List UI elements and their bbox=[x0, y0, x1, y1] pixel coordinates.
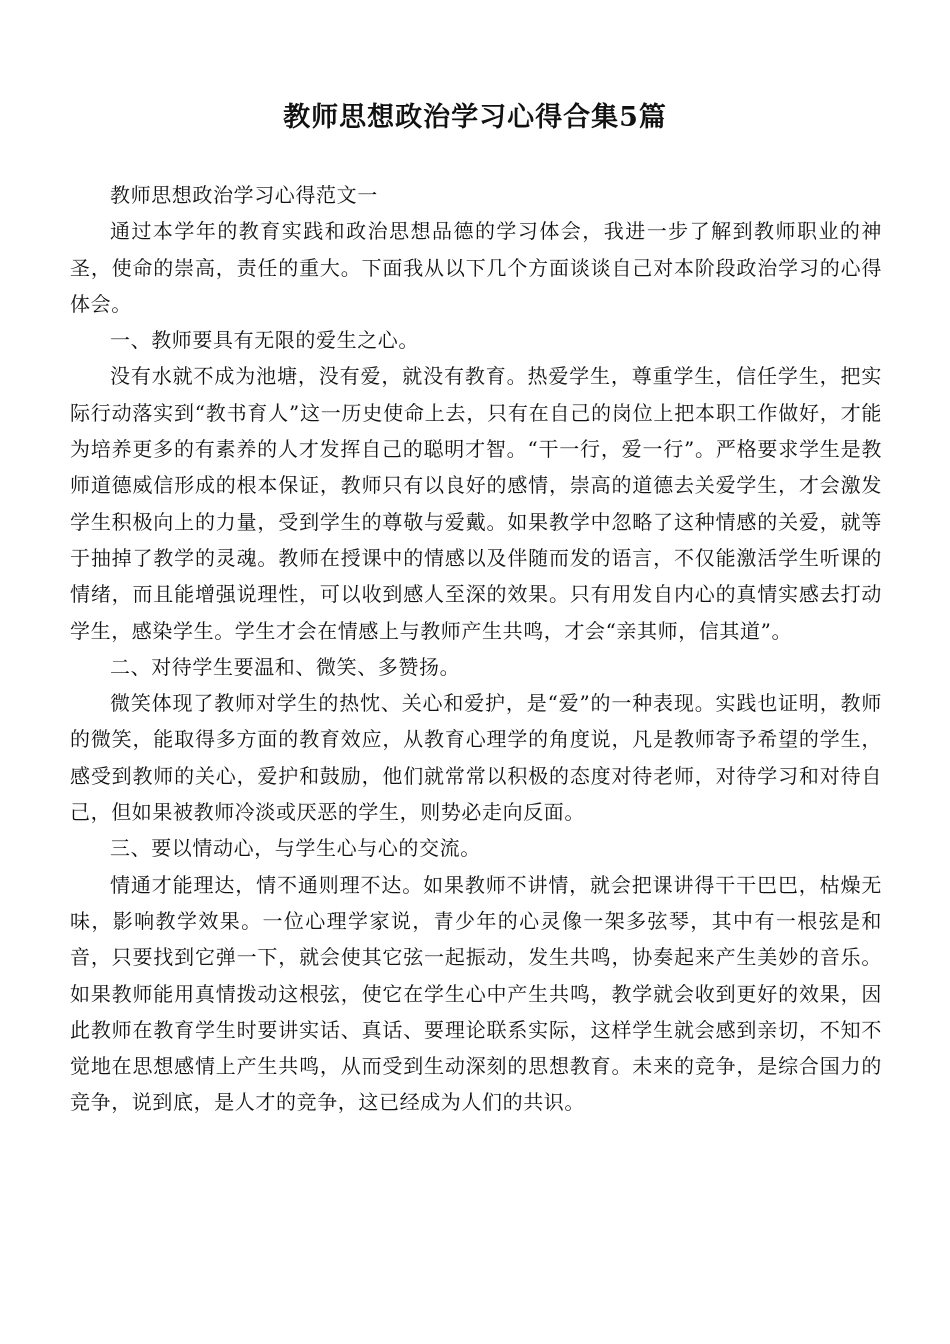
section-heading-two: 二、对待学生要温和、微笑、多赞扬。 bbox=[110, 654, 461, 679]
document-title: 教师思想政治学习心得合集5篇 bbox=[283, 102, 667, 133]
body-paragraph: 通过本学年的教育实践和政治思想品德的学习体会，我进一步了解到教师职业的神圣，使命的崇高，责任的重大。下面我从以下几个方面谈谈自己对本阶段政治学习的心得体会。 bbox=[70, 219, 882, 316]
body-paragraph: 没有水就不成为池塘，没有爱，就没有教育。热爱学生，尊重学生，信任学生，把实际行动落实到“教书育人”这一历史使命上去，只有在自己的岗位上把本职工作做好，才能为培养更多的有素养的人才发挥自己的聪明才智。“干一行，爱一行”。严格要求学生是教师道德威信形成的根本保证，教师只有以良好的感情，崇高的道德去关爱学生，才会激发学生积极向上的力量，受到学生的尊敬与爱戴。如果教学中忽略了这种情感的关爱，就等于抽掉了教学的灵魂。教师在授课中的情感以及伴随而发的语言，不仅能激活学生听课的情绪，而且能增强说理性，可以收到感人至深的效果。只有用发自内心的真情实感去打动学生，感染学生。学生才会在情感上与教师产生共鸣，才会“亲其师，信其道”。 bbox=[70, 364, 882, 643]
body-paragraph: 情通才能理达，情不通则理不达。如果教师不讲情，就会把课讲得干干巴巴，枯燥无味，影响教学效果。一位心理学家说，青少年的心灵像一架多弦琴，其中有一根弦是和音，只要找到它弹一下，就会使其它弦一起振动，发生共鸣，协奏起来产生美妙的音乐。如果教师能用真情拨动这根弦，使它在学生心中产生共鸣，教学就会收到更好的效果，因此教师在教育学生时要讲实话、真话、要理论联系实际，这样学生就会感到亲切，不知不觉地在思想感情上产生共鸣，从而受到生动深刻的思想教育。未来的竞争，是综合国力的竞争，说到底，是人才的竞争，这已经成为人们的共识。 bbox=[70, 872, 882, 1115]
section-heading-one: 一、教师要具有无限的爱生之心。 bbox=[110, 328, 419, 353]
document-body bbox=[70, 177, 882, 1121]
body-paragraph: 微笑体现了教师对学生的热忱、关心和爱护，是“爱”的一种表现。实践也证明，教师的微笑，能取得多方面的教育效应，从教育心理学的角度说，凡是教师寄予希望的学生，感受到教师的关心，爱护和鼓励，他们就常常以积极的态度对待老师，对待学习和对待自己，但如果被教师冷淡或厌恶的学生，则势必走向反面。 bbox=[70, 691, 882, 825]
section-heading-three: 三、要以情动心，与学生心与心的交流。 bbox=[110, 836, 481, 861]
section-heading-essay-one: 教师思想政治学习心得范文一 bbox=[110, 183, 378, 207]
